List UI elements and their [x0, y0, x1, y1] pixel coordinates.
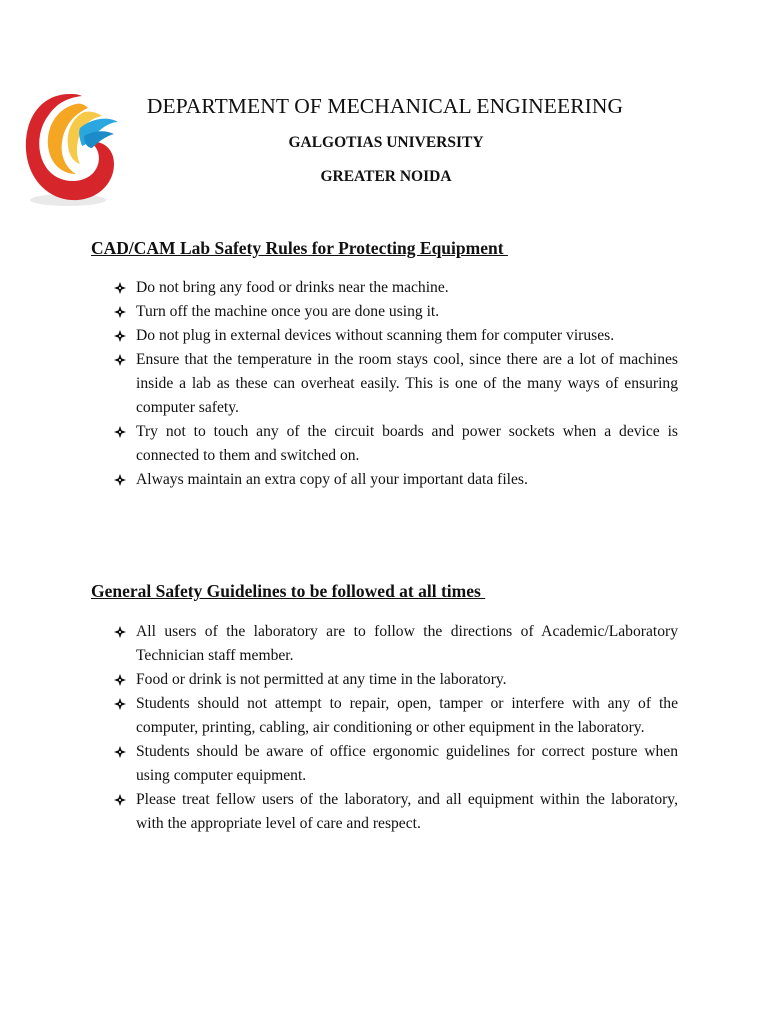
general-guidelines-list [112, 620, 678, 836]
list-item-text: Do not bring any food or drinks near the machine. [136, 279, 449, 296]
list-item-text: Try not to touch any of the circuit boards and power sockets when a device is connected to them and switched on. [136, 423, 678, 464]
list-item-text: Ensure that the temperature in the room stays cool, since there are a lot of machines inside a lab as these can overheat easily. This is one of the many ways of ensuring computer safety. [136, 351, 678, 416]
diamond-bullet-icon [112, 668, 128, 692]
list-item-text: Students should not attempt to repair, open, tamper or interfere with any of the computer, printing, cabling, air conditioning or other equipment in the laboratory. [136, 695, 678, 736]
section-heading-general-guidelines: General Safety Guidelines to be followed at all times [91, 581, 486, 601]
department-title-text: DEPARTMENT OF MECHANICAL ENGINEERING [146, 94, 624, 118]
section-heading-equipment-rules: CAD/CAM Lab Safety Rules for Protecting Equipment [91, 238, 508, 258]
list-item-text: Food or drink is not permitted at any time in the laboratory. [136, 671, 507, 688]
diamond-bullet-icon [112, 620, 128, 644]
list-item [112, 300, 678, 324]
list-item [112, 324, 678, 348]
list-item [112, 692, 678, 740]
diamond-bullet-icon [112, 788, 128, 812]
list-item-text: Turn off the machine once you are done using it. [136, 303, 440, 320]
city-name: GREATER NOIDA [320, 168, 452, 185]
list-item [112, 276, 678, 300]
list-item [112, 620, 678, 668]
diamond-bullet-icon [112, 276, 128, 300]
list-item-text: Do not plug in external devices without scanning them for computer viruses. [136, 327, 615, 344]
university-name: GALGOTIAS UNIVERSITY [288, 134, 484, 151]
list-item [112, 788, 678, 836]
diamond-bullet-icon [112, 324, 128, 348]
diamond-bullet-icon [112, 300, 128, 324]
department-title [0, 94, 768, 119]
diamond-bullet-icon [112, 692, 128, 716]
diamond-bullet-icon [112, 348, 128, 372]
list-item-text: Students should be aware of office ergonomic guidelines for correct posture when using computer equipment. [136, 743, 678, 784]
equipment-rules-list [112, 276, 678, 492]
list-item-text: Please treat fellow users of the laboratory, and all equipment within the laboratory, with the appropriate level of care and respect. [136, 791, 678, 832]
list-item-text: All users of the laboratory are to follow the directions of Academic/Laboratory Technician staff member. [136, 623, 678, 664]
diamond-bullet-icon [112, 420, 128, 444]
diamond-bullet-icon [112, 468, 128, 492]
list-item [112, 668, 678, 692]
list-item [112, 740, 678, 788]
list-item [112, 468, 678, 492]
diamond-bullet-icon [112, 740, 128, 764]
list-item [112, 348, 678, 420]
list-item [112, 420, 678, 468]
list-item-text: Always maintain an extra copy of all your important data files. [136, 471, 528, 488]
